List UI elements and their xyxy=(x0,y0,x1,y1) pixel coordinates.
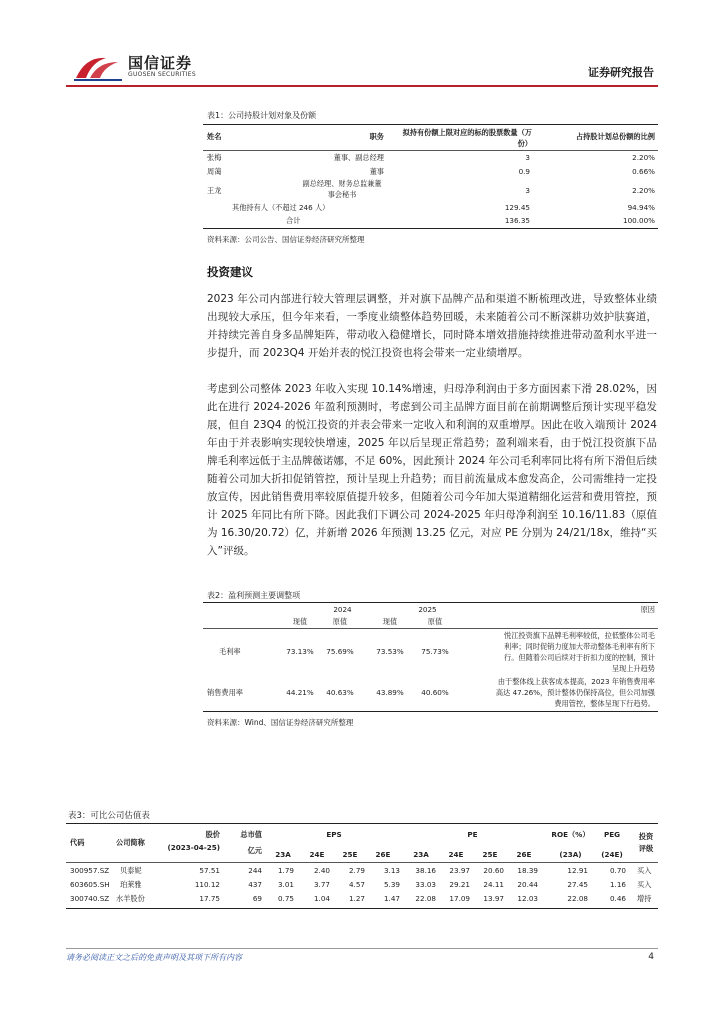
table3-row2-peg: 1.16 xyxy=(609,880,626,889)
table2-title: 表2：盈利预测主要调整项 xyxy=(207,591,301,600)
table3-pe-year-4: 26E xyxy=(516,850,532,859)
table3-row1-peg: 0.70 xyxy=(609,866,626,875)
table1-row2-role: 董事 xyxy=(369,167,384,176)
table2-row2-v1: 44.21% xyxy=(286,688,314,697)
table3-eps-year-2: 24E xyxy=(309,850,325,859)
table2-rule-top xyxy=(203,602,658,603)
table3-row3-eps1: 0.75 xyxy=(277,894,294,903)
table1-row5-qty: 136.35 xyxy=(504,216,530,225)
table3-header-price-date: (2023-04-25) xyxy=(167,843,220,852)
table3-row1-eps2: 2.40 xyxy=(313,866,330,875)
table1-row1-role: 董事、副总经理 xyxy=(333,153,384,162)
table2-sub-1: 现值 xyxy=(292,617,308,626)
table2-row2-v2: 40.63% xyxy=(326,688,354,697)
table3-row1-eps4: 3.13 xyxy=(383,866,400,875)
table2-row1-reason-1: 悦江投资旗下品牌毛利率较低，拉低整体公司毛 xyxy=(504,631,655,640)
table1-row4-name: 其他持有人（不超过 246 人） xyxy=(232,203,330,212)
table2-row2-reason-1: 由于整体线上获客成本提高，2023 年销售费用率 xyxy=(497,677,655,686)
table2-row1-v4: 75.73% xyxy=(421,647,449,656)
table2-sub-2: 原值 xyxy=(332,617,348,626)
table1-row3-role: 副总经理、财务总监兼董事会秘书 xyxy=(302,179,382,199)
table3-row3-price: 17.75 xyxy=(199,894,220,903)
footer-disclaimer-link[interactable]: 请务必阅读正文之后的免责声明及其项下所有内容 xyxy=(66,953,242,962)
table1-row3-qty: 3 xyxy=(525,186,530,195)
table3-row2-eps2: 3.77 xyxy=(313,880,330,889)
table3-row2-eps4: 5.39 xyxy=(383,880,400,889)
table2-row1-reason-3: 行。但随着公司后续对于折扣力度的控制，预计 xyxy=(504,653,655,662)
paragraph-2: 考虑到公司整体 2023 年收入实现 10.14%增速，归母净利润由于多方面因素下滑 28.02%，因此在进行 2024-2026 年盈利预测时，考虑到公司主品牌方面目前在前期调整后预计实现平稳发展，但自 23Q4 的悦江投资的并表会带来一定收入和利润的双重增厚。因此在收入端预计 2024 年由于并表影响实现较快增速，2025 年以后呈现正常趋势；盈利端来看，由于悦江投资旗下品牌毛利率远低于主品牌薇诺娜，不足 60%，因此预计 2024 年公司毛利率同比将有所下滑但后续随着公司加大折扣促销管控，预计呈现上升趋势；而目前流量成本愈发高企，公司需维持一定投放宣传，因此销售费用率较原值提升较多，但随着公司今年加大渠道精细化运营和费用管控，预计 2025 年同比有所下降。因此我们下调公司 2024-2025 年归母净利润至 10.16/11.83（原值为 16.30/20.72）亿，并新增 2026 年预测 13.25 亿元，对应 PE 分别为 24/21/18x，维持“买入”评级。 xyxy=(207,383,657,557)
table1-header-pct: 占持股计划总份额的比例 xyxy=(575,132,655,141)
table3-row2-name: 珀莱雅 xyxy=(120,880,142,889)
table3-row1-roe: 12.91 xyxy=(567,866,588,875)
table3-row2-roe: 27.45 xyxy=(567,880,588,889)
table3-row3-pe3: 13.97 xyxy=(483,894,504,903)
table3-row1-pe1: 38.16 xyxy=(415,866,436,875)
table3-row3-eps3: 1.27 xyxy=(348,894,365,903)
table2-row2-reason-3: 费用管控，整体呈现下行趋势。 xyxy=(554,699,655,708)
table1-header-qty: 拟持有份额上限对应的标的股票数量（万份） xyxy=(402,128,532,148)
table3-row2-pe1: 33.03 xyxy=(415,880,436,889)
table3-rule-bottom xyxy=(66,908,658,909)
table3-header-price: 股价 xyxy=(205,830,220,839)
table1-source: 资料来源：公司公告、国信证券经济研究所整理 xyxy=(207,235,365,244)
table2-reason-header: 原因 xyxy=(640,605,655,614)
section-heading: 投资建议 xyxy=(207,265,253,279)
table2-row2-reason-2: 高达 47.26%，预计整体仍保持高位，但公司加强 xyxy=(495,688,655,697)
table2-rule-bottom xyxy=(203,711,658,712)
table3-header-peg: PEG xyxy=(603,830,621,839)
table3-header-code: 代码 xyxy=(70,838,85,847)
paragraph-1: 2023 年公司内部进行较大管理层调整，并对旗下品牌产品和渠道不断梳理改进，导致整体业绩出现较大承压，但今年来看，一季度业绩整体趋势回暖，未来随着公司不断深耕功效护肤赛道，并持续完善自身多品牌矩阵，带动收入稳健增长，同时降本增效措施持续推进带动盈利水平进一步提升，而 2023Q4 开始并表的悦江投资也将会带来一定业绩增厚。 xyxy=(207,293,657,359)
table1-header-role: 职务 xyxy=(369,132,384,141)
table2-row2-v4: 40.60% xyxy=(421,688,449,697)
table2-row1-v3: 73.53% xyxy=(376,647,404,656)
table3-row3-mcap: 69 xyxy=(252,894,262,903)
table1-row1-name: 张梅 xyxy=(207,153,222,162)
table3-row1-eps3: 2.79 xyxy=(348,866,365,875)
table3-row3-eps4: 1.47 xyxy=(383,894,400,903)
table2-sub-3: 现值 xyxy=(382,617,398,626)
table3-row3-roe: 22.08 xyxy=(567,894,588,903)
table3-row1-rating: 买入 xyxy=(637,866,652,875)
table3-row2-price: 110.12 xyxy=(194,880,220,889)
table3-header-rating-2: 评级 xyxy=(638,844,654,853)
table3-eps-year-4: 26E xyxy=(375,850,391,859)
table2-source: 资料来源：Wind、国信证券经济研究所整理 xyxy=(207,718,354,727)
header-divider xyxy=(66,85,658,87)
table3-row2-rating: 买入 xyxy=(637,880,652,889)
table3-row2-eps1: 3.01 xyxy=(277,880,294,889)
table3-header-peg-year: (24E) xyxy=(601,850,623,859)
table1-rule-top xyxy=(203,124,658,125)
table2-row1-v1: 73.13% xyxy=(286,647,314,656)
table3-row1-price: 57.51 xyxy=(199,866,220,875)
table1-row2-pct: 0.66% xyxy=(632,167,655,176)
table3-header-roe: ROE（%） xyxy=(551,830,590,839)
table3-pe-year-2: 24E xyxy=(448,850,464,859)
page-number: 4 xyxy=(648,952,654,962)
table2-year-2024: 2024 xyxy=(333,605,352,614)
brand-name-en: GUOSEN SECURITIES xyxy=(128,71,197,78)
table3-title: 表3：可比公司估值表 xyxy=(68,811,150,821)
table3-rule-top xyxy=(66,823,658,824)
table3-header-mcap: 总市值 xyxy=(240,830,262,839)
table3-header-pe: PE xyxy=(467,830,478,839)
table1-row4-qty: 129.45 xyxy=(504,203,530,212)
table3-row3-rating: 增持 xyxy=(637,894,652,903)
brand-name: 国信证券 xyxy=(128,54,193,72)
table3-row1-code: 300957.SZ xyxy=(70,866,110,875)
table1-row2-name: 周蔼 xyxy=(207,167,222,176)
table3-row1-pe2: 23.97 xyxy=(449,866,470,875)
table2-row1-reason-4: 呈现上升趋势 xyxy=(611,664,655,673)
table3-row1-pe4: 18.39 xyxy=(517,866,538,875)
table3-row1-eps1: 1.79 xyxy=(277,866,294,875)
table1-rule-bottom xyxy=(203,228,658,229)
table3-row3-peg: 0.46 xyxy=(609,894,626,903)
table2-year-2025: 2025 xyxy=(418,605,437,614)
table3-row1-mcap: 244 xyxy=(248,866,262,875)
table1-title: 表1：公司持股计划对象及份额 xyxy=(207,111,317,120)
table3-pe-year-1: 23A xyxy=(413,850,429,859)
table3-rule-header xyxy=(66,862,658,863)
table1-row3-pct: 2.20% xyxy=(632,186,655,195)
table1-row1-qty: 3 xyxy=(525,153,530,162)
table3-pe-year-3: 25E xyxy=(482,850,498,859)
table3-row3-name: 水羊股份 xyxy=(116,894,145,903)
table2-row1-reason-2: 利率；同时促销力度加大带动整体毛利率有所下 xyxy=(504,642,655,651)
table2-row2-v3: 43.89% xyxy=(376,688,404,697)
table1-row3-name: 王龙 xyxy=(207,186,222,195)
table3-header-rating: 投资 xyxy=(638,832,654,841)
table3-row2-pe4: 20.44 xyxy=(517,880,538,889)
table3-header-eps: EPS xyxy=(326,830,342,839)
table3-eps-year-1: 23A xyxy=(275,850,291,859)
table3-row3-pe2: 17.09 xyxy=(449,894,470,903)
table1-row5-name: 合计 xyxy=(286,216,301,225)
table2-row1-v2: 75.69% xyxy=(326,647,354,656)
table3-row3-pe4: 12.03 xyxy=(517,894,538,903)
footer-divider xyxy=(66,948,658,949)
table1-rule-header xyxy=(203,150,658,151)
table3-header-mcap-unit: 亿元 xyxy=(247,846,262,855)
table1-header-name: 姓名 xyxy=(207,132,222,141)
table3-row3-pe1: 22.08 xyxy=(415,894,436,903)
brand-logo-icon xyxy=(72,52,124,82)
table3-row2-code: 603605.SH xyxy=(70,880,110,889)
table2-row1-item: 毛利率 xyxy=(219,647,241,656)
table1-row2-qty: 0.9 xyxy=(518,167,530,176)
table3-row1-pe3: 20.60 xyxy=(483,866,504,875)
table3-header-name: 公司简称 xyxy=(116,838,145,847)
table3-eps-year-3: 25E xyxy=(342,850,358,859)
table3-row3-eps2: 1.04 xyxy=(313,894,330,903)
table3-row2-pe2: 29.21 xyxy=(449,880,470,889)
table3-row2-mcap: 437 xyxy=(248,880,262,889)
table3-row3-code: 300740.SZ xyxy=(70,894,110,903)
table2-rule-header xyxy=(203,628,658,629)
table3-header-roe-year: (23A) xyxy=(559,850,582,859)
table3-row2-pe3: 24.11 xyxy=(483,880,504,889)
table2-sub-4: 原值 xyxy=(427,617,443,626)
table1-row4-pct: 94.94% xyxy=(627,203,655,212)
table3-row2-eps3: 4.57 xyxy=(348,880,365,889)
table1-row1-pct: 2.20% xyxy=(632,153,655,162)
table1-row5-pct: 100.00% xyxy=(623,216,655,225)
report-type: 证券研究报告 xyxy=(588,66,654,79)
table3-row1-name: 贝泰妮 xyxy=(120,866,142,875)
table2-row2-item: 销售费用率 xyxy=(207,688,243,697)
